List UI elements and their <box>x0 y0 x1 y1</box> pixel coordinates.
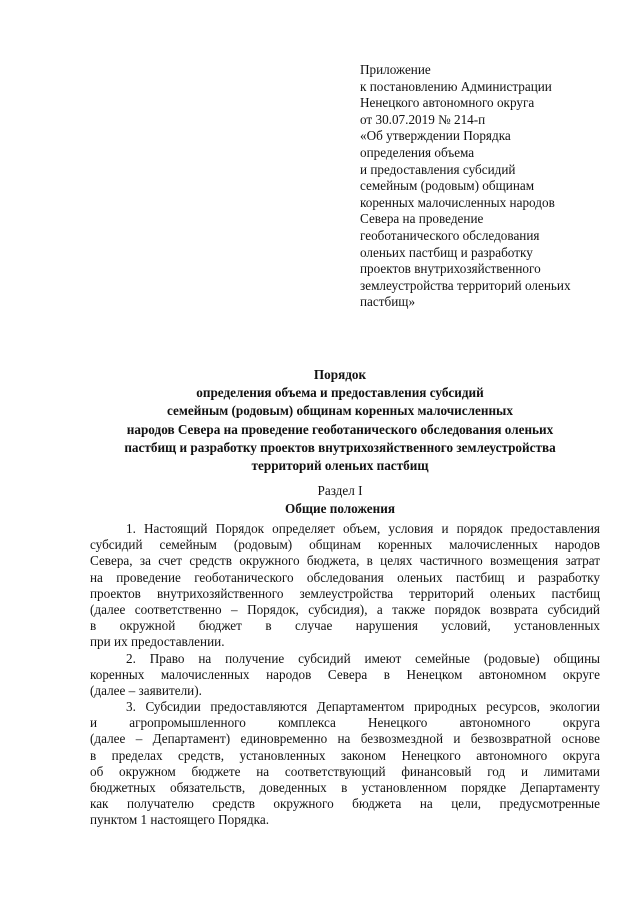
paragraph-line: об окружном бюджете на соответствующий финансовый год и лимитами <box>90 763 600 779</box>
paragraph-line: и агропромышленного комплекса Ненецкого автономного округа <box>90 715 600 731</box>
section-number: Раздел I <box>317 483 363 498</box>
title-line: территорий оленьих пастбищ <box>251 458 429 474</box>
appendix-line: коренных малочисленных народов <box>360 194 555 210</box>
paragraph-line: 3. Субсидии предоставляются Департаментом природных ресурсов, экологии <box>126 699 600 715</box>
appendix-line: Приложение <box>360 62 431 77</box>
appendix-line: семейным (родовым) общинам <box>360 178 535 194</box>
paragraph-line: 2. Право на получение субсидий имеют семейные (родовые) общины <box>126 650 600 666</box>
appendix-line: определения объема <box>360 144 475 160</box>
paragraph-line: 1. Настоящий Порядок определяет объем, условия и порядок предоставления <box>126 521 600 536</box>
appendix-line: оленьих пастбищ и разработку <box>360 244 533 260</box>
paragraph-line: в пределах средств, установленных законом Ненецкого автономного округа <box>90 747 600 763</box>
appendix-line: геоботанического обследования <box>360 227 540 243</box>
paragraph-line: пунктом 1 настоящего Порядка. <box>90 812 269 828</box>
paragraph-line: как получателю средств окружного бюджета на цели, предусмотренные <box>90 796 600 812</box>
paragraph-line: коренных малочисленных народов Севера в Ненецком автономном округе <box>90 666 600 682</box>
appendix-line: Севера на проведение <box>360 211 484 227</box>
paragraph-line: бюджетных обязательств, доведенных в установленном порядке Департаменту <box>90 780 600 795</box>
paragraph-line: (далее соответственно – Порядок, субсидия), а также порядок возврата субсидий <box>90 601 600 617</box>
appendix-line: к постановлению Администрации <box>360 78 552 94</box>
paragraph-line: проектов внутрихозяйственного землеустройства территорий оленьих пастбищ <box>90 585 600 601</box>
paragraph-line: в окружной бюджет в случае нарушения условий, установленных <box>90 618 600 634</box>
paragraph-line: при их предоставлении. <box>90 634 225 650</box>
appendix-line: пастбищ» <box>360 294 416 310</box>
paragraph-line: Севера, за счет средств окружного бюджета, в целях частичного возмещения затрат <box>90 553 600 569</box>
title-line: народов Севера на проведение геоботанического обследования оленьих <box>126 421 554 437</box>
title-line: определения объема и предоставления субсидий <box>196 385 484 401</box>
paragraph-line: субсидий семейным (родовым) общинам коренных малочисленных народов <box>90 537 600 553</box>
appendix-line: и предоставления субсидий <box>360 161 516 177</box>
title-line: пастбищ и разработку проектов внутрихозяйственного землеустройства <box>124 439 556 455</box>
section-name: Общие положения <box>285 500 395 516</box>
document-title <box>80 366 600 475</box>
paragraph-line: на проведение геоботанического обследования оленьих пастбищ и разработку <box>90 569 600 585</box>
appendix-block <box>360 62 600 311</box>
appendix-line: землеустройства территорий оленьих <box>360 277 571 293</box>
title-line: Порядок <box>313 367 367 382</box>
title-line: семейным (родовым) общинам коренных малочисленных <box>167 403 513 419</box>
appendix-line: «Об утверждении Порядка <box>360 128 511 144</box>
appendix-line: от 30.07.2019 № 214-п <box>360 111 486 127</box>
paragraph-line: (далее – Департамент) единовременно на безвозмездной и безвозвратной основе <box>90 731 600 747</box>
section-heading <box>80 482 600 517</box>
body-text <box>90 521 600 829</box>
appendix-line: Ненецкого автономного округа <box>360 95 535 111</box>
paragraph-line: (далее – заявители). <box>90 682 202 698</box>
appendix-line: проектов внутрихозяйственного <box>360 261 541 277</box>
